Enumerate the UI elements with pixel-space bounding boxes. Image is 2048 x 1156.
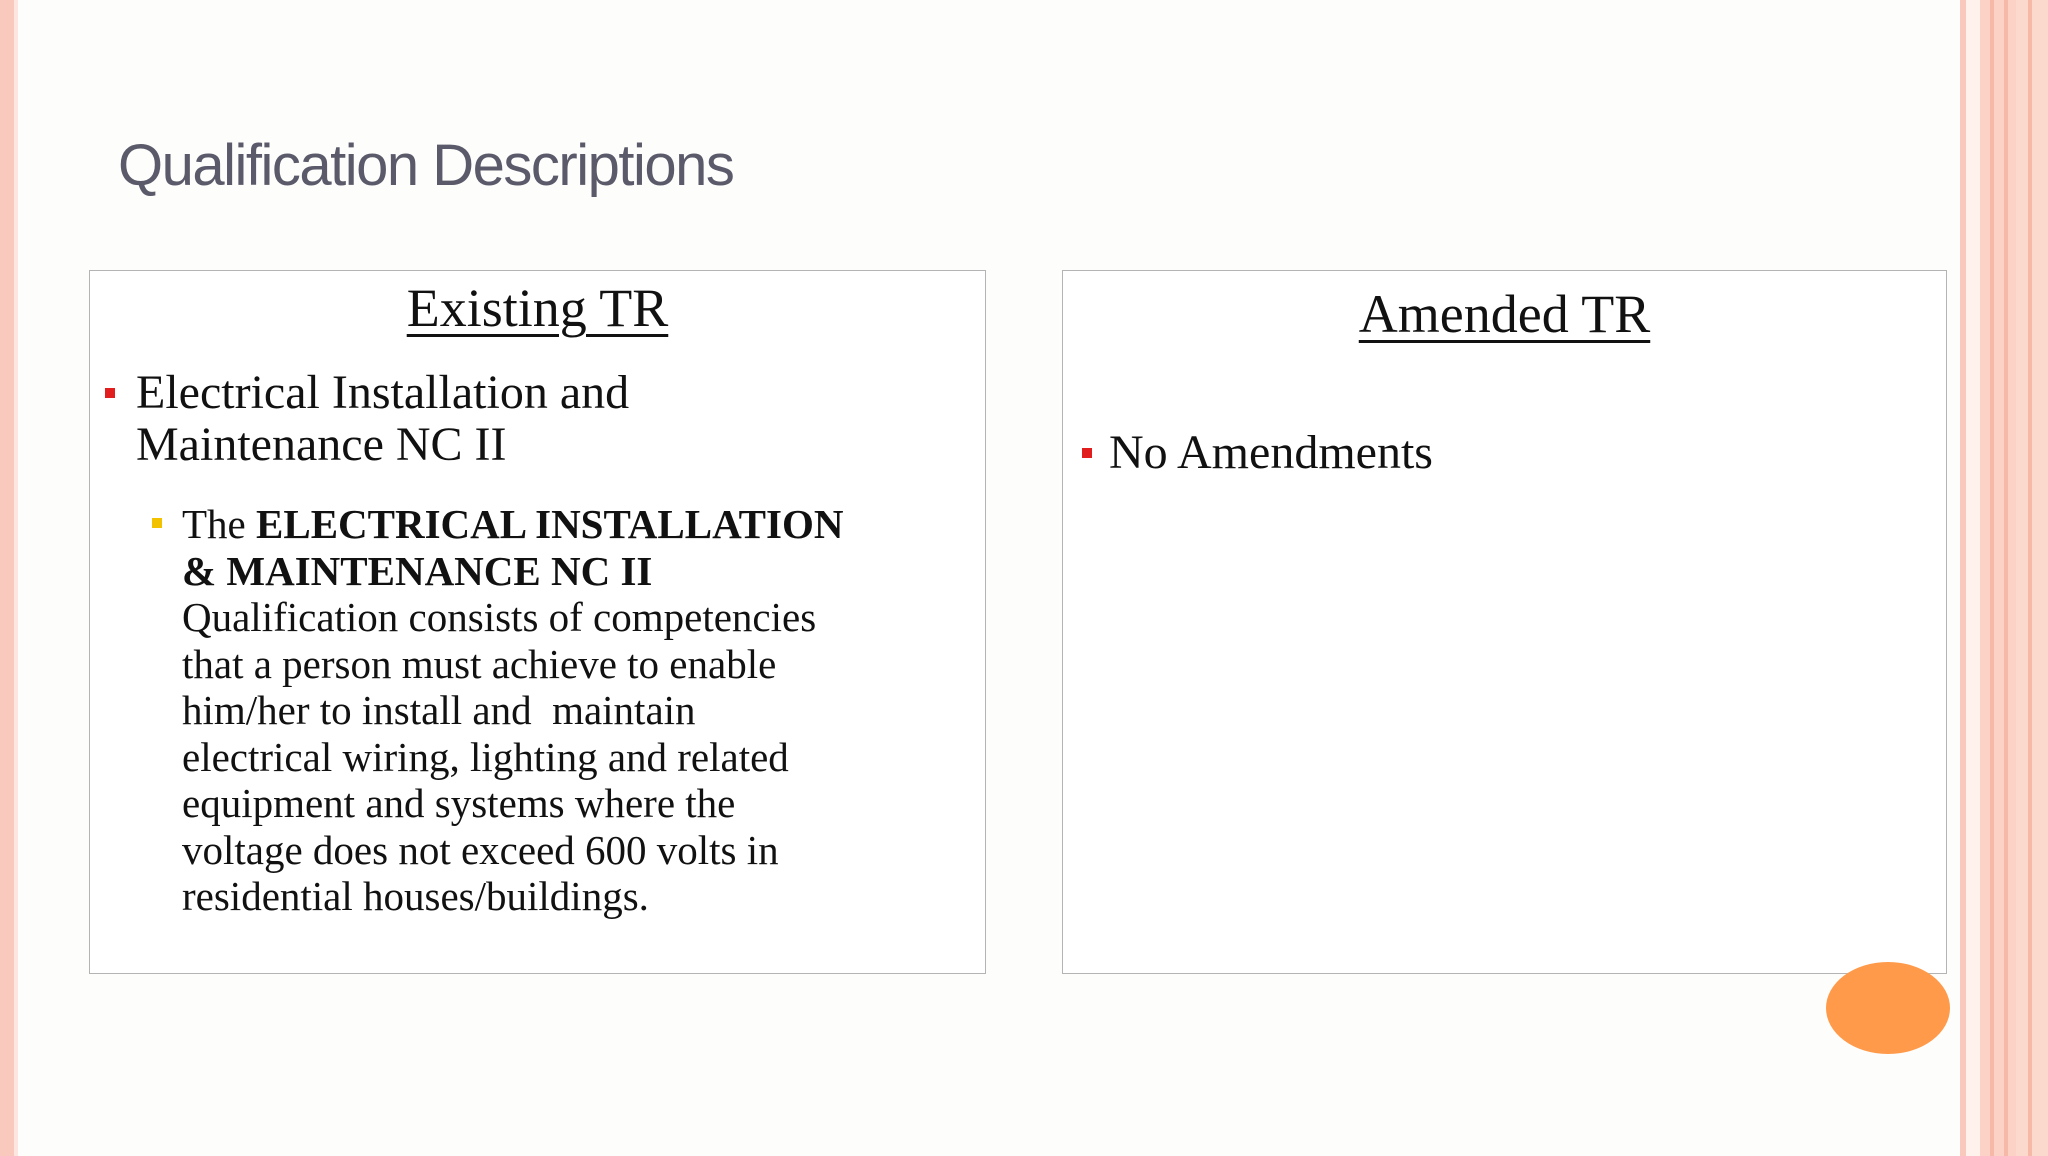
description-line: him/her to install and maintain bbox=[182, 687, 696, 733]
description-bold-line1 bbox=[182, 501, 972, 548]
right-decorative-stripe bbox=[2016, 0, 2048, 1156]
description-line: electrical wiring, lighting and related bbox=[182, 733, 789, 780]
right-decorative-stripe bbox=[2004, 0, 2008, 1156]
description-line: equipment and systems where the bbox=[182, 780, 736, 826]
qualification-description-bullet bbox=[182, 501, 972, 920]
red-square-bullet-icon bbox=[1082, 448, 1092, 458]
qualification-bullet bbox=[136, 367, 856, 471]
description-line: that a person must achieve to enable bbox=[182, 640, 777, 687]
red-square-bullet-icon bbox=[105, 388, 115, 398]
right-decorative-stripe bbox=[2028, 0, 2032, 1156]
orange-circle-decoration bbox=[1826, 962, 1950, 1054]
amended-tr-panel bbox=[1062, 270, 1947, 974]
right-decorative-stripe bbox=[1980, 0, 2016, 1156]
right-decorative-stripe bbox=[1990, 0, 1994, 1156]
description-line: Qualification consists of competencies bbox=[182, 594, 817, 640]
description-bold-line2: & MAINTENANCE NC II bbox=[182, 547, 653, 594]
slide-title: Qualification Descriptions bbox=[118, 133, 734, 198]
existing-tr-heading: Existing TR bbox=[406, 278, 669, 338]
qualification-name-line2: Maintenance NC II bbox=[136, 418, 507, 471]
right-decorative-stripe bbox=[1966, 0, 1980, 1156]
description-line: voltage does not exceed 600 volts in bbox=[182, 826, 779, 873]
existing-tr-panel bbox=[89, 270, 986, 974]
qualification-name-line1: Electrical Installation and bbox=[136, 366, 630, 419]
description-line: residential houses/buildings. bbox=[182, 873, 649, 919]
amendment-text: No Amendments bbox=[1109, 426, 1433, 479]
yellow-square-bullet-icon bbox=[152, 518, 162, 528]
amended-tr-heading: Amended TR bbox=[1358, 284, 1651, 344]
left-decorative-stripe-inner bbox=[14, 0, 18, 1156]
description-bold-text1: ELECTRICAL INSTALLATION bbox=[256, 501, 844, 547]
amendment-bullet bbox=[1109, 427, 1809, 479]
description-prefix: The bbox=[182, 501, 256, 547]
left-decorative-stripe bbox=[0, 0, 14, 1156]
